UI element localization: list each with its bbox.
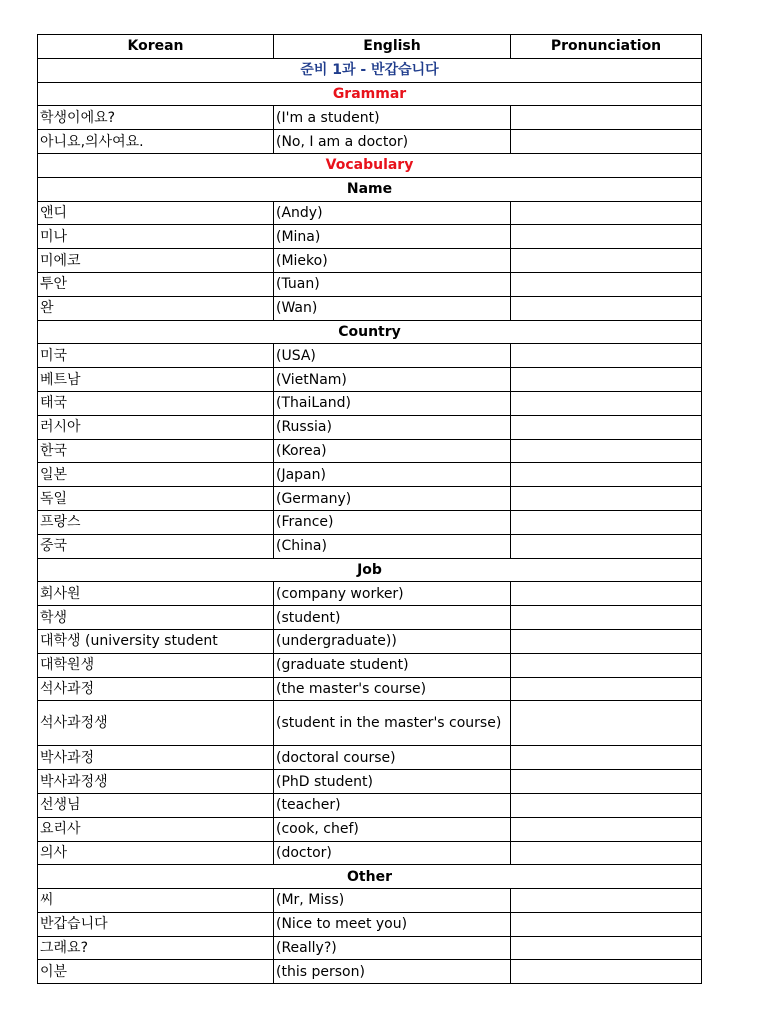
table-row [38, 415, 702, 439]
table-row [38, 629, 702, 653]
korean-cell: 아니요,의사여요. [38, 130, 274, 154]
pronunciation-cell [511, 582, 702, 606]
pronunciation-cell [511, 106, 702, 130]
english-cell: (Germany) [274, 487, 511, 511]
korean-cell: 석사과정생 [38, 701, 274, 746]
table-row [38, 653, 702, 677]
pronunciation-cell [511, 201, 702, 225]
table-row [38, 889, 702, 913]
section-heading-grammar: Grammar [38, 82, 702, 106]
korean-cell: 앤디 [38, 201, 274, 225]
table-row [38, 225, 702, 249]
korean-cell: 요리사 [38, 817, 274, 841]
pronunciation-cell [511, 841, 702, 865]
english-cell: (No, I am a doctor) [274, 130, 511, 154]
pronunciation-cell [511, 677, 702, 701]
section-row-vocabulary [38, 153, 702, 177]
pronunciation-cell [511, 344, 702, 368]
korean-cell: 회사원 [38, 582, 274, 606]
korean-cell: 프랑스 [38, 510, 274, 534]
english-cell: (Nice to meet you) [274, 912, 511, 936]
english-cell: (company worker) [274, 582, 511, 606]
pronunciation-cell [511, 912, 702, 936]
section-heading-vocabulary: Vocabulary [38, 153, 702, 177]
table-row [38, 463, 702, 487]
table-row [38, 960, 702, 984]
english-cell: (Korea) [274, 439, 511, 463]
table-row [38, 391, 702, 415]
pronunciation-cell [511, 463, 702, 487]
table-row [38, 770, 702, 794]
english-cell: (teacher) [274, 793, 511, 817]
pronunciation-cell [511, 130, 702, 154]
english-cell: (the master's course) [274, 677, 511, 701]
table-row [38, 677, 702, 701]
header-english: English [274, 35, 511, 59]
pronunciation-cell [511, 439, 702, 463]
pronunciation-cell [511, 296, 702, 320]
table-row [38, 510, 702, 534]
pronunciation-cell [511, 701, 702, 746]
english-cell: (doctoral course) [274, 746, 511, 770]
english-cell: (Mieko) [274, 249, 511, 273]
lesson-title: 준비 1과 - 반갑습니다 [38, 58, 702, 82]
table-row [38, 793, 702, 817]
header-korean: Korean [38, 35, 274, 59]
section-row-job [38, 558, 702, 582]
korean-cell: 투안 [38, 272, 274, 296]
table-row [38, 912, 702, 936]
table-row [38, 582, 702, 606]
table-row [38, 841, 702, 865]
pronunciation-cell [511, 817, 702, 841]
table-row [38, 817, 702, 841]
english-cell: (cook, chef) [274, 817, 511, 841]
korean-cell: 러시아 [38, 415, 274, 439]
pronunciation-cell [511, 653, 702, 677]
pronunciation-cell [511, 487, 702, 511]
english-cell: (ThaiLand) [274, 391, 511, 415]
pronunciation-cell [511, 960, 702, 984]
english-cell: (VietNam) [274, 368, 511, 392]
korean-cell: 대학원생 [38, 653, 274, 677]
lesson-title-row [38, 58, 702, 82]
pronunciation-cell [511, 391, 702, 415]
table-row [38, 439, 702, 463]
english-cell: (PhD student) [274, 770, 511, 794]
english-cell: (Tuan) [274, 272, 511, 296]
pronunciation-cell [511, 510, 702, 534]
table-row [38, 701, 702, 746]
header-row [38, 35, 702, 59]
section-row-other [38, 865, 702, 889]
english-cell: (student) [274, 606, 511, 630]
pronunciation-cell [511, 249, 702, 273]
section-heading-name: Name [38, 177, 702, 201]
korean-cell: 미에코 [38, 249, 274, 273]
pronunciation-cell [511, 368, 702, 392]
english-cell: (China) [274, 534, 511, 558]
table-row [38, 606, 702, 630]
pronunciation-cell [511, 793, 702, 817]
section-heading-job: Job [38, 558, 702, 582]
pronunciation-cell [511, 770, 702, 794]
korean-cell: 이분 [38, 960, 274, 984]
pronunciation-cell [511, 629, 702, 653]
english-cell: (graduate student) [274, 653, 511, 677]
section-heading-country: Country [38, 320, 702, 344]
korean-cell: 미나 [38, 225, 274, 249]
korean-cell: 대학생 (university student [38, 629, 274, 653]
pronunciation-cell [511, 272, 702, 296]
korean-cell: 의사 [38, 841, 274, 865]
english-cell: (Russia) [274, 415, 511, 439]
pronunciation-cell [511, 415, 702, 439]
korean-cell: 일본 [38, 463, 274, 487]
table-row [38, 130, 702, 154]
korean-cell: 씨 [38, 889, 274, 913]
table-row [38, 106, 702, 130]
section-heading-other: Other [38, 865, 702, 889]
korean-cell: 학생이에요? [38, 106, 274, 130]
korean-cell: 그래요? [38, 936, 274, 960]
english-cell: (Really?) [274, 936, 511, 960]
english-cell: (Mr, Miss) [274, 889, 511, 913]
english-cell: (undergraduate)) [274, 629, 511, 653]
table-row [38, 344, 702, 368]
table-row [38, 201, 702, 225]
table-row [38, 936, 702, 960]
korean-cell: 박사과정 [38, 746, 274, 770]
header-pronunciation: Pronunciation [511, 35, 702, 59]
english-cell: (Wan) [274, 296, 511, 320]
korean-cell: 선생님 [38, 793, 274, 817]
korean-cell: 석사과정 [38, 677, 274, 701]
korean-cell: 태국 [38, 391, 274, 415]
english-cell: (Andy) [274, 201, 511, 225]
english-cell: (student in the master's course) [274, 701, 511, 746]
table-row [38, 272, 702, 296]
table-row [38, 487, 702, 511]
pronunciation-cell [511, 225, 702, 249]
english-cell: (Japan) [274, 463, 511, 487]
section-row-grammar [38, 82, 702, 106]
korean-cell: 반갑습니다 [38, 912, 274, 936]
korean-cell: 베트남 [38, 368, 274, 392]
table-row [38, 249, 702, 273]
pronunciation-cell [511, 889, 702, 913]
english-cell: (Mina) [274, 225, 511, 249]
english-cell: (this person) [274, 960, 511, 984]
english-cell: (France) [274, 510, 511, 534]
table-body [38, 35, 702, 984]
korean-cell: 중국 [38, 534, 274, 558]
korean-cell: 미국 [38, 344, 274, 368]
korean-cell: 박사과정생 [38, 770, 274, 794]
korean-cell: 완 [38, 296, 274, 320]
pronunciation-cell [511, 936, 702, 960]
pronunciation-cell [511, 746, 702, 770]
english-cell: (I'm a student) [274, 106, 511, 130]
pronunciation-cell [511, 534, 702, 558]
pronunciation-cell [511, 606, 702, 630]
korean-cell: 학생 [38, 606, 274, 630]
korean-cell: 독일 [38, 487, 274, 511]
vocabulary-table [37, 34, 702, 984]
section-row-name [38, 177, 702, 201]
english-cell: (doctor) [274, 841, 511, 865]
table-row [38, 534, 702, 558]
table-row [38, 368, 702, 392]
table-row [38, 296, 702, 320]
english-cell: (USA) [274, 344, 511, 368]
section-row-country [38, 320, 702, 344]
korean-cell: 한국 [38, 439, 274, 463]
table-row [38, 746, 702, 770]
